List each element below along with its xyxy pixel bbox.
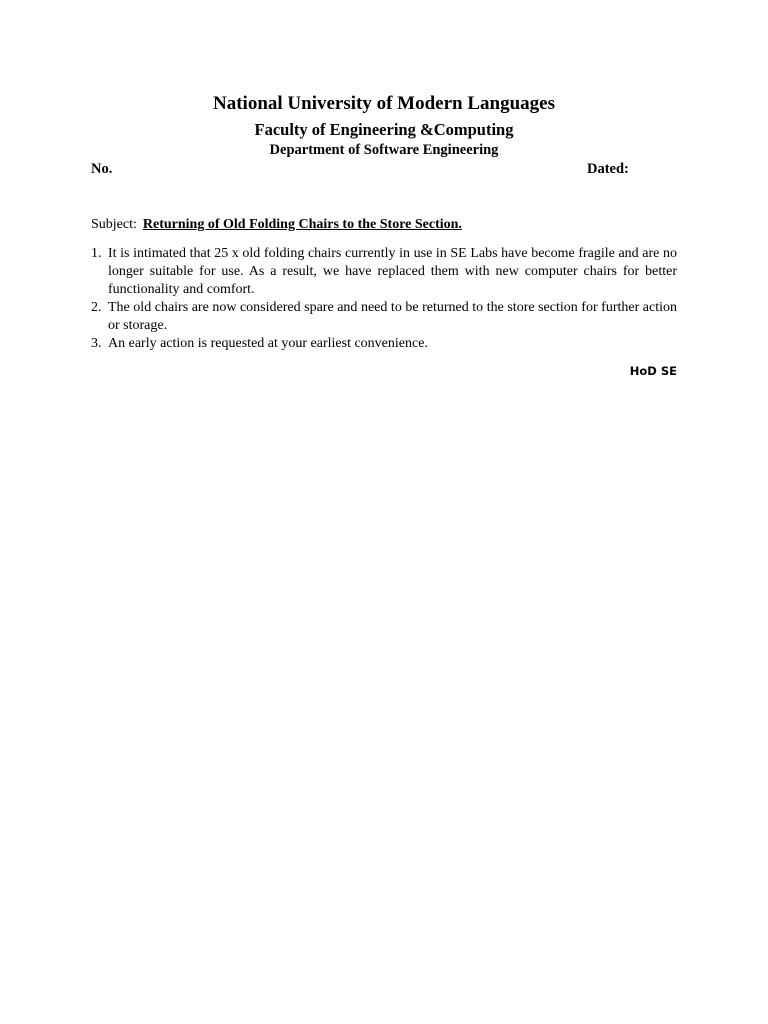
reference-number-label: No. — [91, 161, 113, 177]
signature-block: HoD SE — [629, 364, 677, 378]
dated-label: Dated: — [587, 161, 629, 177]
subject-text: Returning of Old Folding Chairs to the Store Section. — [142, 217, 462, 232]
faculty-title: Faculty of Engineering &Computing — [254, 120, 514, 139]
list-item-number: 1. — [91, 246, 102, 261]
subject-line — [91, 217, 462, 233]
list-item-text: The old chairs are now considered spare and need to be returned to the store section for further action or storage. — [108, 300, 677, 333]
list-item-text: It is intimated that 25 x old folding chairs currently in use in SE Labs have become fragile and are no longer suitable for use. As a result, we have replaced them with new computer chairs for better functionality and comfort. — [108, 246, 677, 297]
list-item — [91, 335, 677, 353]
department-title: Department of Software Engineering — [269, 142, 499, 158]
memo-items-list — [91, 245, 677, 353]
subject-label: Subject: — [91, 217, 137, 232]
list-item-text: An early action is requested at your earliest convenience. — [108, 336, 428, 351]
university-title: National University of Modern Languages — [213, 93, 555, 114]
list-item-number: 2. — [91, 300, 102, 315]
list-item — [91, 245, 677, 299]
list-item — [91, 299, 677, 335]
list-item-number: 3. — [91, 336, 102, 351]
